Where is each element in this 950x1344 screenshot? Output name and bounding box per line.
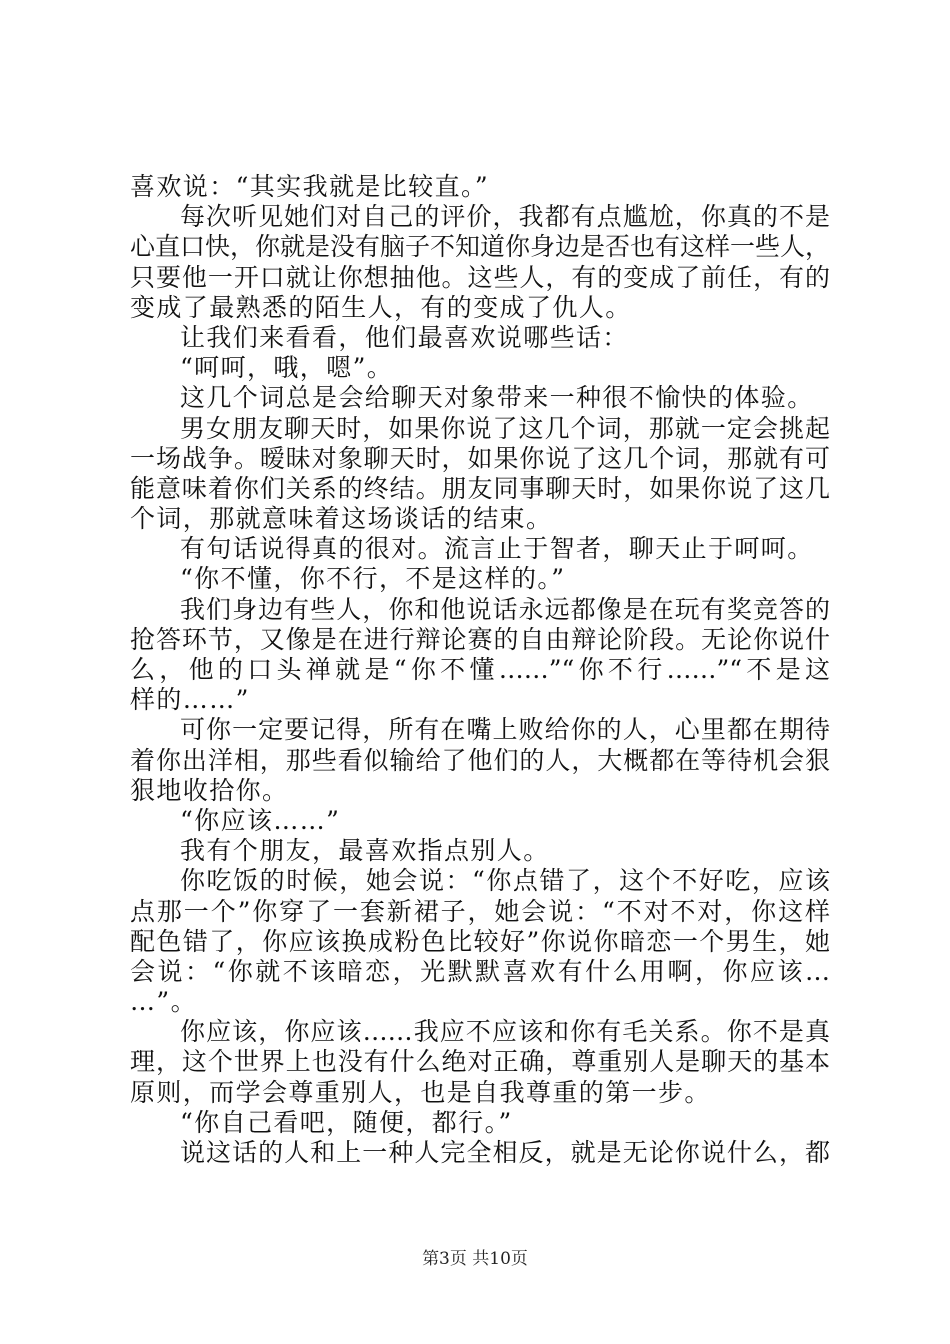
text-line: 点那一个”你穿了一套新裙子，她会说：“不对不对，你这样 <box>130 896 830 926</box>
text-line: 男女朋友聊天时，如果你说了这几个词，那就一定会挑起 <box>180 413 830 443</box>
text-line: 狠地收拾你。 <box>130 775 289 805</box>
text-line: 抢答环节，又像是在进行辩论赛的自由辩论阶段。无论你说什 <box>130 624 830 654</box>
text-line: “你应该……” <box>180 805 341 835</box>
text-line: 你应该，你应该……我应不应该和你有毛关系。你不是真 <box>180 1017 830 1047</box>
text-line: 可你一定要记得，所有在嘴上败给你的人，心里都在期待 <box>180 715 830 745</box>
text-line: 喜欢说：“其实我就是比较直。” <box>130 172 490 201</box>
text-line: 会说：“你就不该暗恋，光默默喜欢有什么用啊，你应该… <box>130 956 830 986</box>
text-line: 个词，那就意味着这场谈话的结束。 <box>130 504 553 534</box>
document-body <box>130 172 830 1168</box>
text-line: 有句话说得真的很对。流言止于智者，聊天止于呵呵。 <box>180 534 814 564</box>
text-line: 着你出洋相，那些看似输给了他们的人，大概都在等待机会狠 <box>130 745 830 775</box>
text-line: 样的……” <box>130 685 250 715</box>
text-line: 一场战争。暧昧对象聊天时，如果你说了这几个词，那就有可 <box>130 443 830 473</box>
text-line: 变成了最熟悉的陌生人，有的变成了仇人。 <box>130 292 632 322</box>
text-line: …”。 <box>130 987 197 1017</box>
text-line: 能意味着你们关系的终结。朋友同事聊天时，如果你说了这几 <box>130 473 830 503</box>
text-line: 我们身边有些人，你和他说话永远都像是在玩有奖竞答的 <box>180 594 830 624</box>
text-line: “你不懂，你不行，不是这样的。” <box>180 564 566 594</box>
text-line: 只要他一开口就让你想抽他。这些人，有的变成了前任，有的 <box>130 262 830 292</box>
text-line: “你自己看吧，随便，都行。” <box>180 1107 513 1137</box>
text-line: 原则，而学会尊重别人，也是自我尊重的第一步。 <box>130 1077 711 1107</box>
text-line: 这几个词总是会给聊天对象带来一种很不愉快的体验。 <box>180 383 814 413</box>
text-line: 么，他的口头禅就是“你不懂……”“你不行……”“不是这 <box>130 655 830 684</box>
text-line: 理，这个世界上也没有什么绝对正确，尊重别人是聊天的基本 <box>130 1047 830 1077</box>
text-line: 每次听见她们对自己的评价，我都有点尴尬，你真的不是 <box>180 202 830 232</box>
text-line: “呵呵，哦，嗯”。 <box>180 353 394 383</box>
page-footer: 第3页 共10页 <box>422 1249 528 1269</box>
text-line: 说这话的人和上一种人完全相反，就是无论你说什么，都 <box>180 1138 830 1167</box>
text-line: 我有个朋友，最喜欢指点别人。 <box>180 836 550 866</box>
text-line: 心直口快，你就是没有脑子不知道你身边是否也有这样一些人， <box>130 232 831 262</box>
text-line: 让我们来看看，他们最喜欢说哪些话： <box>180 322 629 352</box>
text-line: 你吃饭的时候，她会说：“你点错了，这个不好吃，应该 <box>180 866 830 896</box>
text-line: 配色错了，你应该换成粉色比较好”你说你暗恋一个男生，她 <box>130 926 830 956</box>
